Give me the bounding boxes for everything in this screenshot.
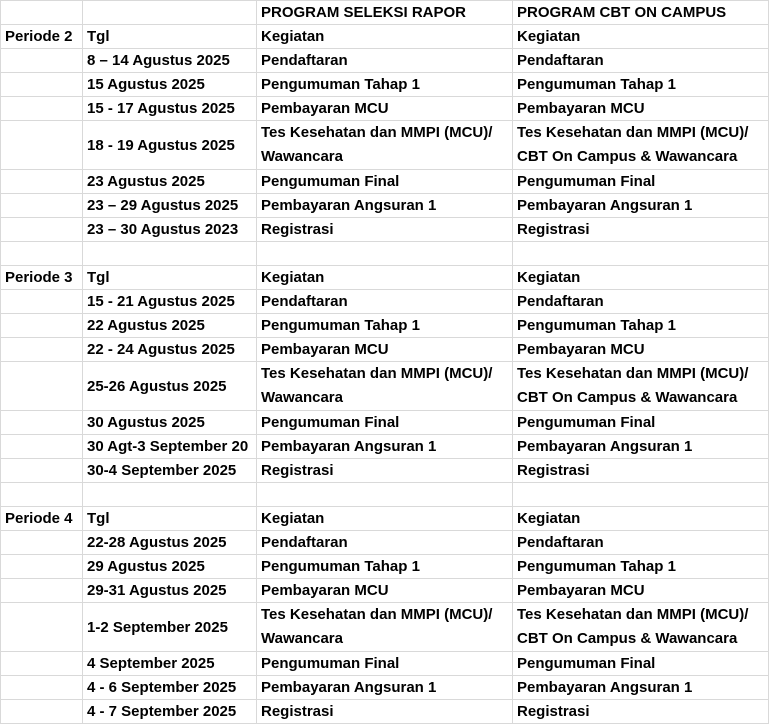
empty-cell[interactable]	[1, 1, 83, 25]
empty-cell[interactable]	[1, 73, 83, 97]
rapor-cell[interactable]: Pendaftaran	[257, 531, 513, 555]
spacer-row	[1, 242, 769, 266]
tgl-header[interactable]: Tgl	[83, 507, 257, 531]
cbt-cell[interactable]: Pembayaran Angsuran 1	[513, 435, 769, 459]
empty-cell[interactable]	[83, 242, 257, 266]
cbt-cell[interactable]: Pembayaran MCU	[513, 338, 769, 362]
table-row	[1, 314, 769, 338]
tgl-cell[interactable]: 29 Agustus 2025	[83, 555, 257, 579]
tgl-cell[interactable]: 30-4 September 2025	[83, 459, 257, 483]
kegiatan-header[interactable]: Kegiatan	[513, 25, 769, 49]
program-rapor-header[interactable]: PROGRAM SELEKSI RAPOR	[257, 1, 513, 25]
empty-cell[interactable]	[1, 411, 83, 435]
tgl-cell[interactable]: 1-2 September 2025	[83, 603, 257, 652]
empty-cell[interactable]	[1, 338, 83, 362]
cbt-cell[interactable]: Pendaftaran	[513, 290, 769, 314]
cbt-cell[interactable]: Pembayaran MCU	[513, 579, 769, 603]
cbt-cell[interactable]: Pengumuman Tahap 1	[513, 555, 769, 579]
rapor-cell[interactable]: Pengumuman Tahap 1	[257, 314, 513, 338]
cbt-cell[interactable]: Pembayaran MCU	[513, 97, 769, 121]
rapor-cell[interactable]: Tes Kesehatan dan MMPI (MCU)/ Wawancara	[257, 121, 513, 170]
empty-cell[interactable]	[1, 700, 83, 724]
period-header-row	[1, 266, 769, 290]
empty-cell[interactable]	[513, 242, 769, 266]
table-row	[1, 700, 769, 724]
cbt-cell[interactable]: Registrasi	[513, 218, 769, 242]
empty-cell[interactable]	[1, 314, 83, 338]
rapor-cell[interactable]: Pembayaran Angsuran 1	[257, 676, 513, 700]
empty-cell[interactable]	[1, 483, 83, 507]
period-label[interactable]: Periode 3	[1, 266, 83, 290]
tgl-cell[interactable]: 23 Agustus 2025	[83, 170, 257, 194]
empty-cell[interactable]	[83, 483, 257, 507]
empty-cell[interactable]	[1, 531, 83, 555]
table-row	[1, 676, 769, 700]
cbt-cell[interactable]: Registrasi	[513, 700, 769, 724]
spacer-row	[1, 483, 769, 507]
period-label[interactable]: Periode 4	[1, 507, 83, 531]
cbt-cell[interactable]: Pendaftaran	[513, 531, 769, 555]
rapor-cell[interactable]: Pengumuman Final	[257, 652, 513, 676]
cbt-cell[interactable]: Tes Kesehatan dan MMPI (MCU)/ CBT On Campus & Wawancara	[513, 362, 769, 411]
kegiatan-header[interactable]: Kegiatan	[257, 266, 513, 290]
rapor-cell[interactable]: Pendaftaran	[257, 290, 513, 314]
tgl-header[interactable]: Tgl	[83, 25, 257, 49]
empty-cell[interactable]	[1, 555, 83, 579]
rapor-cell[interactable]: Registrasi	[257, 700, 513, 724]
empty-cell[interactable]	[1, 579, 83, 603]
tgl-cell[interactable]: 23 – 30 Agustus 2023	[83, 218, 257, 242]
cbt-cell[interactable]: Pengumuman Final	[513, 411, 769, 435]
empty-cell[interactable]	[1, 290, 83, 314]
tgl-cell[interactable]: 4 September 2025	[83, 652, 257, 676]
empty-cell[interactable]	[1, 218, 83, 242]
rapor-cell[interactable]: Pembayaran Angsuran 1	[257, 435, 513, 459]
rapor-cell[interactable]: Pengumuman Tahap 1	[257, 555, 513, 579]
period-header-row	[1, 507, 769, 531]
kegiatan-header[interactable]: Kegiatan	[513, 266, 769, 290]
cbt-cell[interactable]: Pembayaran Angsuran 1	[513, 676, 769, 700]
tgl-cell[interactable]: 22 - 24 Agustus 2025	[83, 338, 257, 362]
empty-cell[interactable]	[257, 242, 513, 266]
table-row	[1, 170, 769, 194]
table-row	[1, 218, 769, 242]
empty-cell[interactable]	[1, 170, 83, 194]
tgl-cell[interactable]: 25-26 Agustus 2025	[83, 362, 257, 411]
tgl-cell[interactable]: 4 - 6 September 2025	[83, 676, 257, 700]
period-label[interactable]: Periode 2	[1, 25, 83, 49]
rapor-cell[interactable]: Pembayaran MCU	[257, 338, 513, 362]
cbt-cell[interactable]: Pengumuman Final	[513, 170, 769, 194]
tgl-cell[interactable]: 29-31 Agustus 2025	[83, 579, 257, 603]
tgl-cell[interactable]: 8 – 14 Agustus 2025	[83, 49, 257, 73]
rapor-cell[interactable]: Registrasi	[257, 459, 513, 483]
rapor-cell[interactable]: Registrasi	[257, 218, 513, 242]
rapor-cell[interactable]: Pengumuman Tahap 1	[257, 73, 513, 97]
period-header-row	[1, 25, 769, 49]
cbt-cell[interactable]: Pendaftaran	[513, 49, 769, 73]
tgl-cell[interactable]: 30 Agt-3 September 20	[83, 435, 257, 459]
cbt-cell[interactable]: Pengumuman Final	[513, 652, 769, 676]
empty-cell[interactable]	[513, 483, 769, 507]
empty-cell[interactable]	[1, 194, 83, 218]
rapor-cell[interactable]: Pengumuman Final	[257, 170, 513, 194]
empty-cell[interactable]	[257, 483, 513, 507]
empty-cell[interactable]	[1, 242, 83, 266]
empty-cell[interactable]	[83, 1, 257, 25]
table-row	[1, 97, 769, 121]
cbt-cell[interactable]: Pengumuman Tahap 1	[513, 314, 769, 338]
tgl-cell[interactable]: 22 Agustus 2025	[83, 314, 257, 338]
tgl-cell[interactable]: 23 – 29 Agustus 2025	[83, 194, 257, 218]
kegiatan-header[interactable]: Kegiatan	[257, 25, 513, 49]
tgl-cell[interactable]: 18 - 19 Agustus 2025	[83, 121, 257, 170]
tgl-cell[interactable]: 15 - 17 Agustus 2025	[83, 97, 257, 121]
empty-cell[interactable]	[1, 121, 83, 170]
cbt-cell[interactable]: Pengumuman Tahap 1	[513, 73, 769, 97]
table-row	[1, 338, 769, 362]
empty-cell[interactable]	[1, 49, 83, 73]
table-row	[1, 49, 769, 73]
tgl-cell[interactable]: 15 Agustus 2025	[83, 73, 257, 97]
table-row	[1, 290, 769, 314]
cbt-cell[interactable]: Tes Kesehatan dan MMPI (MCU)/ CBT On Campus & Wawancara	[513, 603, 769, 652]
header-row	[1, 1, 769, 25]
table-row	[1, 121, 769, 170]
table-row	[1, 652, 769, 676]
cbt-cell[interactable]: Tes Kesehatan dan MMPI (MCU)/ CBT On Campus & Wawancara	[513, 121, 769, 170]
tgl-cell[interactable]: 4 - 7 September 2025	[83, 700, 257, 724]
cbt-cell[interactable]: Registrasi	[513, 459, 769, 483]
rapor-cell[interactable]: Pembayaran Angsuran 1	[257, 194, 513, 218]
empty-cell[interactable]	[1, 652, 83, 676]
table-row	[1, 194, 769, 218]
empty-cell[interactable]	[1, 362, 83, 411]
table-row	[1, 435, 769, 459]
table-row	[1, 603, 769, 652]
tgl-cell[interactable]: 15 - 21 Agustus 2025	[83, 290, 257, 314]
rapor-cell[interactable]: Tes Kesehatan dan MMPI (MCU)/ Wawancara	[257, 603, 513, 652]
rapor-cell[interactable]: Pengumuman Final	[257, 411, 513, 435]
empty-cell[interactable]	[1, 676, 83, 700]
kegiatan-header[interactable]: Kegiatan	[257, 507, 513, 531]
table-row	[1, 73, 769, 97]
tgl-cell[interactable]: 30 Agustus 2025	[83, 411, 257, 435]
table-row	[1, 555, 769, 579]
rapor-cell[interactable]: Pendaftaran	[257, 49, 513, 73]
table-row	[1, 362, 769, 411]
tgl-header[interactable]: Tgl	[83, 266, 257, 290]
table-row	[1, 411, 769, 435]
table-row	[1, 531, 769, 555]
rapor-cell[interactable]: Pembayaran MCU	[257, 97, 513, 121]
program-cbt-header[interactable]: PROGRAM CBT ON CAMPUS	[513, 1, 769, 25]
empty-cell[interactable]	[1, 603, 83, 652]
empty-cell[interactable]	[1, 97, 83, 121]
rapor-cell[interactable]: Pembayaran MCU	[257, 579, 513, 603]
kegiatan-header[interactable]: Kegiatan	[513, 507, 769, 531]
table-row	[1, 579, 769, 603]
table-row	[1, 459, 769, 483]
cbt-cell[interactable]: Pembayaran Angsuran 1	[513, 194, 769, 218]
empty-cell[interactable]	[1, 435, 83, 459]
tgl-cell[interactable]: 22-28 Agustus 2025	[83, 531, 257, 555]
empty-cell[interactable]	[1, 459, 83, 483]
rapor-cell[interactable]: Tes Kesehatan dan MMPI (MCU)/ Wawancara	[257, 362, 513, 411]
